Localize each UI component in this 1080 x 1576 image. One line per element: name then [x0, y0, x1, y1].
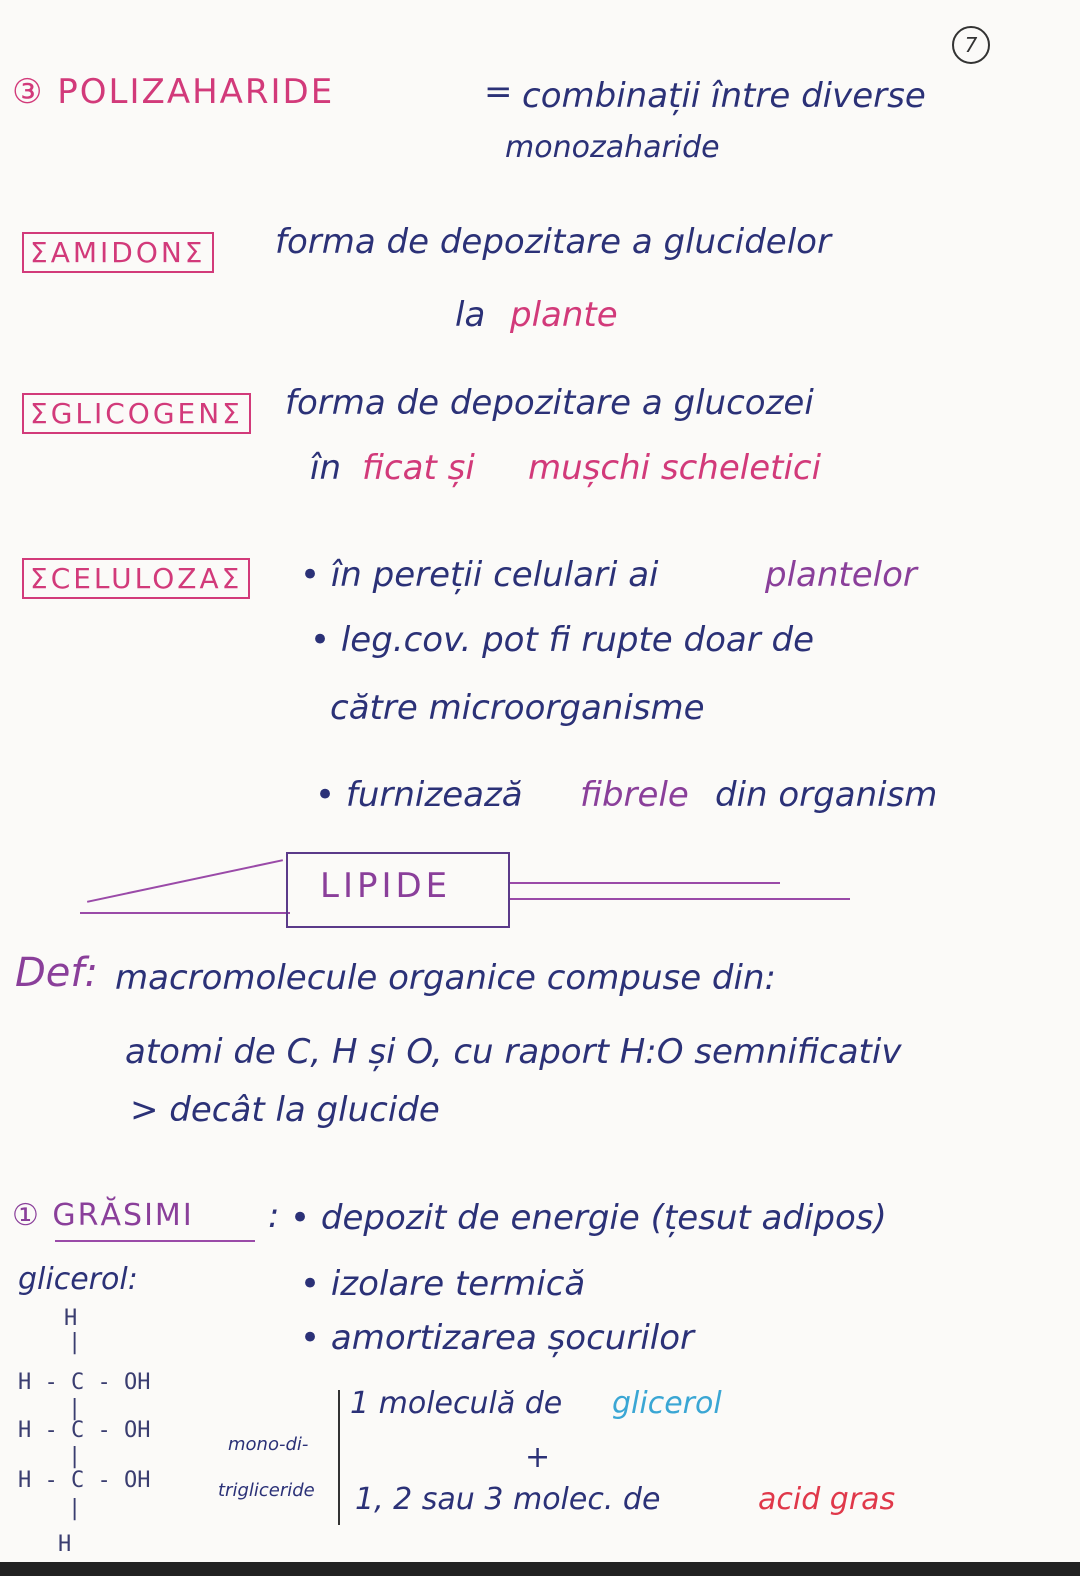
celuloza-bullet-1: • în pereții celulari ai: [300, 555, 659, 595]
decorative-line-right: [510, 882, 780, 884]
grasimi-colon: :: [268, 1196, 280, 1236]
structure-atom: H: [58, 1532, 72, 1557]
structure-bond: |: [68, 1496, 82, 1521]
decorative-line-left-2: [80, 912, 290, 914]
grouping-brace: [338, 1390, 340, 1525]
glicogen-label: ΣGLICOGENΣ: [22, 393, 251, 434]
composition-line-2: 1, 2 sau 3 molec. de: [355, 1482, 661, 1517]
trigliceride-label: trigliceride: [218, 1480, 315, 1501]
decorative-line-right-2: [510, 898, 850, 900]
definition-label: Def:: [15, 950, 98, 996]
glicerol-label: glicerol:: [18, 1262, 138, 1297]
celuloza-label: ΣCELULOZAΣ: [22, 558, 250, 599]
structure-group: H - C - OH: [18, 1370, 151, 1395]
celuloza-bullet-3-suffix: din organism: [715, 775, 938, 815]
celuloza-bullet-3-highlight: fibrele: [580, 775, 689, 815]
lipide-title: LIPIDE: [320, 866, 452, 906]
celuloza-bullet-2-line-1: • leg.cov. pot fi rupte doar de: [310, 620, 815, 660]
amidon-line-2-prefix: la: [455, 295, 486, 335]
polizaharide-heading: ③ POLIZAHARIDE: [12, 72, 335, 112]
celuloza-bullet-3-prefix: • furnizează: [315, 775, 523, 815]
grasimi-bullet-2: • izolare termică: [300, 1264, 586, 1304]
page-bottom-edge: [0, 1562, 1080, 1576]
mono-di-label: mono-di-: [228, 1434, 309, 1455]
glicogen-line-2-prefix: în: [310, 448, 341, 488]
composition-glicerol: glicerol: [612, 1386, 722, 1421]
page-number: 7: [952, 26, 990, 64]
definition-line-3: > decât la glucide: [130, 1090, 440, 1130]
structure-bond: |: [68, 1396, 82, 1421]
amidon-label: ΣAMIDONΣ: [22, 232, 214, 273]
composition-acid-gras: acid gras: [758, 1482, 896, 1517]
definition-line-1: macromolecule organice compuse din:: [115, 958, 776, 998]
structure-bond: |: [68, 1444, 82, 1469]
celuloza-bullet-1-highlight: plantelor: [765, 555, 917, 595]
grasimi-heading: ① GRĂSIMI: [12, 1198, 194, 1233]
amidon-line-2-highlight: plante: [510, 295, 618, 335]
grasimi-bullet-3: • amortizarea șocurilor: [300, 1318, 695, 1358]
glicogen-line-2-highlight-1: ficat și: [362, 448, 475, 488]
equals-sign: =: [484, 72, 513, 112]
structure-group: H - C - OH: [18, 1468, 151, 1493]
amidon-line-1: forma de depozitare a glucidelor: [275, 222, 831, 262]
structure-bond: |: [68, 1330, 82, 1355]
polizaharide-definition-1: combinații între diverse: [522, 76, 926, 116]
celuloza-bullet-2-line-2: către microorganisme: [330, 688, 705, 728]
decorative-line-left: [87, 859, 283, 903]
structure-group: H - C - OH: [18, 1418, 151, 1443]
composition-line-1: 1 moleculă de: [350, 1386, 563, 1421]
grasimi-bullet-1: • depozit de energie (țesut adipos): [290, 1198, 887, 1238]
composition-plus: +: [525, 1440, 551, 1475]
definition-line-2: atomi de C, H și O, cu raport H:O semnificativ: [125, 1032, 902, 1072]
structure-atom: H: [64, 1306, 78, 1331]
glicogen-line-1: forma de depozitare a glucozei: [285, 383, 814, 423]
grasimi-underline: [55, 1240, 255, 1242]
polizaharide-definition-2: monozaharide: [505, 130, 720, 165]
glicogen-line-2-highlight-2: mușchi scheletici: [528, 448, 822, 488]
